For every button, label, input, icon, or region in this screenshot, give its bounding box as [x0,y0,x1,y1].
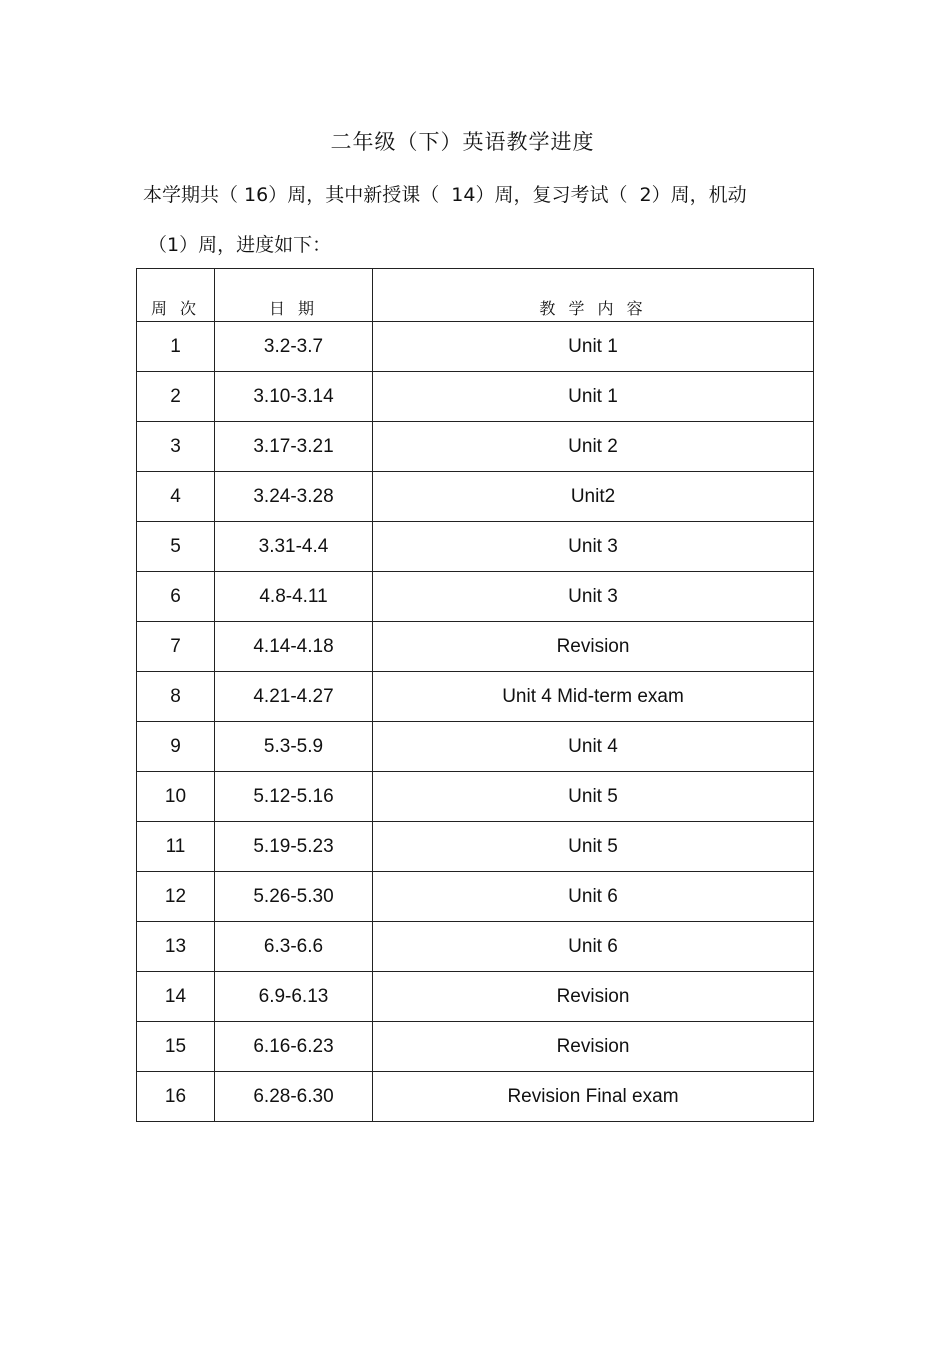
week-cell: 1 [137,322,215,372]
date-cell: 3.17-3.21 [215,422,373,472]
table-header-row [137,269,814,322]
content-cell: Unit 1 [373,372,814,422]
week-cell: 12 [137,872,215,922]
week-cell: 11 [137,822,215,872]
content-cell: Unit2 [373,472,814,522]
table-row [137,422,814,472]
content-cell: Unit 5 [373,772,814,822]
table-row [137,672,814,722]
date-cell: 3.2-3.7 [215,322,373,372]
content-cell: Revision [373,972,814,1022]
content-cell: Unit 1 [373,322,814,372]
date-cell: 4.8-4.11 [215,572,373,622]
week-cell: 13 [137,922,215,972]
content-cell: Unit 5 [373,822,814,872]
content-cell: Revision [373,1022,814,1072]
content-cell: Unit 4 Mid-term exam [373,672,814,722]
table-row [137,322,814,372]
date-cell: 6.9-6.13 [215,972,373,1022]
date-cell: 4.14-4.18 [215,622,373,672]
content-cell: Revision [373,622,814,672]
document-title: 二年级（下）英语教学进度 [330,130,595,154]
table-row [137,722,814,772]
week-cell: 3 [137,422,215,472]
table-row [137,622,814,672]
week-cell: 15 [137,1022,215,1072]
content-cell: Unit 6 [373,872,814,922]
week-cell: 10 [137,772,215,822]
content-cell: Unit 6 [373,922,814,972]
table-row [137,1022,814,1072]
date-cell: 3.10-3.14 [215,372,373,422]
intro-line-2: （1）周，进度如下： [148,234,332,256]
date-cell: 6.16-6.23 [215,1022,373,1072]
week-cell: 5 [137,522,215,572]
week-cell: 14 [137,972,215,1022]
content-cell: Unit 3 [373,572,814,622]
date-cell: 5.3-5.9 [215,722,373,772]
date-cell: 5.19-5.23 [215,822,373,872]
date-cell: 4.21-4.27 [215,672,373,722]
date-cell: 3.24-3.28 [215,472,373,522]
week-cell: 9 [137,722,215,772]
week-cell: 16 [137,1072,215,1122]
content-column-header: 教 学 内 容 [373,269,814,322]
table-row [137,772,814,822]
table-row [137,1072,814,1122]
table-row [137,372,814,422]
date-cell: 3.31-4.4 [215,522,373,572]
date-cell: 5.12-5.16 [215,772,373,822]
week-cell: 4 [137,472,215,522]
table-row [137,972,814,1022]
table-row [137,572,814,622]
date-column-header: 日 期 [215,269,373,322]
table-row [137,922,814,972]
table-row [137,872,814,922]
date-cell: 6.28-6.30 [215,1072,373,1122]
week-cell: 2 [137,372,215,422]
date-cell: 6.3-6.6 [215,922,373,972]
date-cell: 5.26-5.30 [215,872,373,922]
schedule-table [136,268,814,1122]
content-cell: Unit 2 [373,422,814,472]
table-row [137,472,814,522]
content-cell: Unit 4 [373,722,814,772]
week-cell: 7 [137,622,215,672]
content-cell: Unit 3 [373,522,814,572]
intro-line-1: 本学期共（ 16）周，其中新授课（ 14）周，复习考试（ 2）周，机动 [143,184,747,206]
week-cell: 8 [137,672,215,722]
content-cell: Revision Final exam [373,1072,814,1122]
week-column-header: 周 次 [137,269,215,322]
table-row [137,822,814,872]
table-row [137,522,814,572]
week-cell: 6 [137,572,215,622]
